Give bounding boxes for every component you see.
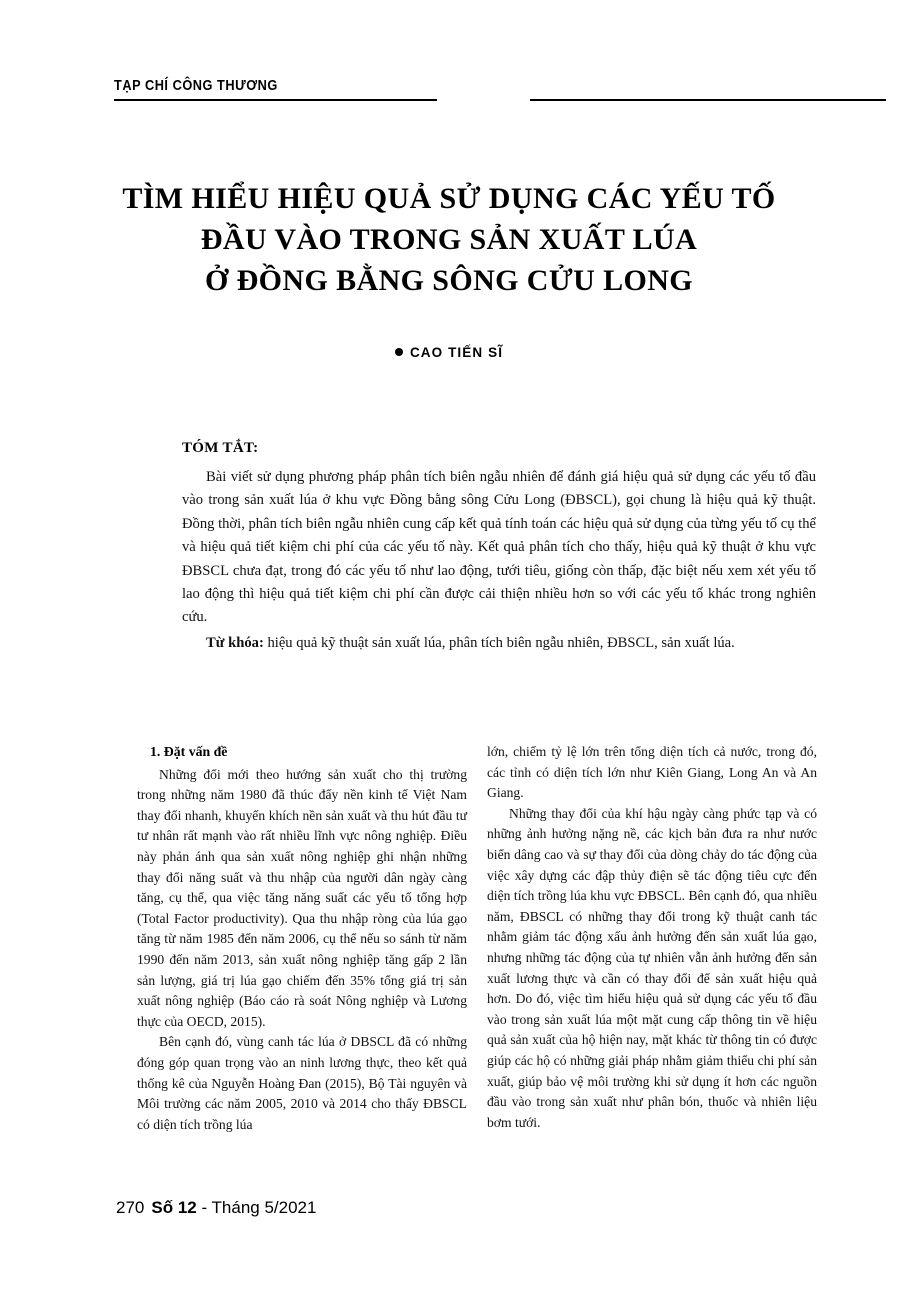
article-title-line-2: ĐẦU VÀO TRONG SẢN XUẤT LÚA xyxy=(200,223,698,256)
abstract-body: Bài viết sử dụng phương pháp phân tích biên ngẫu nhiên để đánh giá hiệu quả sử dụng các yếu tố đầu vào trong sản xuất lúa ở khu vực Đồng bằng sông Cửu Long (ĐBSCL), gọi chung là hiệu quả kỹ thuật. Đồng thời, phân tích biên ngẫu nhiên cung cấp kết quả tính toán các hiệu quả sử dụng của từng yếu tố cụ thể và hiệu quả tiết kiệm chi phí của các yếu tố này. Kết quả phân tích cho thấy, hiệu quả kỹ thuật ở khu vực ĐBSCL chưa đạt, trong đó các yếu tố như lao động, tưới tiêu, giống còn thấp, đặc biệt nếu xem xét yếu tố lao động thì hiệu quả tiết kiệm chi phí cần được cải thiện nhiều hơn so với các yếu tố khác trong nghiên cứu. xyxy=(182,469,816,626)
section-heading-1: 1. Đặt vấn đề xyxy=(150,744,228,759)
abstract-section xyxy=(182,440,816,655)
article-title-line-3: Ở ĐỒNG BẰNG SÔNG CỬU LONG xyxy=(204,264,694,297)
article-title-line-1: TÌM HIỂU HIỆU QUẢ SỬ DỤNG CÁC YẾU TỐ xyxy=(122,182,776,215)
article-title xyxy=(74,178,824,301)
paragraph: Bên cạnh đó, vùng canh tác lúa ở DBSCL đã có những đóng góp quan trọng vào an ninh lương thực, theo kết quả thống kê của Nguyễn Hoàng Đan (2015), Bộ Tài nguyên và Môi trường các năm 2005, 2010 và 2014 cho thấy ĐBSCL có diện tích trồng lúa xyxy=(137,1034,467,1132)
body-column-right xyxy=(487,742,817,1133)
masthead-rule-right xyxy=(530,99,886,101)
keywords-label: Từ khóa: xyxy=(206,634,264,651)
footer-page-number: 270 xyxy=(116,1198,145,1217)
masthead-title: TẠP CHÍ CÔNG THƯƠNG xyxy=(114,78,278,94)
abstract-keywords xyxy=(182,632,816,655)
paragraph: Những đổi mới theo hướng sản xuất cho thị trường trong những năm 1980 đã thúc đẩy nền kinh tế Việt Nam thay đổi nhanh, khuyến khích nền sản xuất và thu hút đầu tư tư nhân rất mạnh vào rất nhiều lĩnh vực nông nghiệp. Điều này phản ánh qua sản xuất nông nghiệp ghi nhận những thay đổi năng suất và thu nhập của người dân ngày càng tăng, cụ thể, qua việc tăng năng suất các yếu tố tổng hợp (Total Factor productivity). Qua thu nhập ròng của lúa gạo tăng từ năm 1985 đến năm 2006, cụ thể nếu so sánh từ năm 1990 đến năm 2013, sản xuất nông nghiệp tăng gấp 2 lần sản lượng, giá trị lúa gạo chiếm đến 35% tổng giá trị sản xuất nông nghiệp (Báo cáo rà soát Nông nghiệp và Lương thực của OECD, 2015). xyxy=(137,766,467,1029)
keywords-text: hiệu quả kỹ thuật sản xuất lúa, phân tích biên ngẫu nhiên, ĐBSCL, sản xuất lúa. xyxy=(263,634,735,651)
footer-issue-date: - Tháng 5/2021 xyxy=(196,1198,317,1217)
masthead-rule-left xyxy=(114,99,437,101)
body-column-left xyxy=(137,742,467,1135)
author-name: CAO TIẾN SĨ xyxy=(409,345,504,360)
masthead xyxy=(114,78,786,108)
paragraph: Những thay đổi của khí hậu ngày càng phức tạp và có những ảnh hưởng nặng nề, các kịch bản đưa ra như nước biển dâng cao và sự thay đổi của dòng chảy do tác động của việc xây dựng các đập thủy điện sẽ tác động tiêu cực đến diện tích trồng lúa khu vực ĐBSCL. Bên cạnh đó, qua nhiều năm, ĐBSCL có những thay đổi trong kỹ thuật canh tác nhằm giảm tác động xấu ảnh hưởng đến sản xuất lúa gạo, nhưng những tác động của tự nhiên vẫn ảnh hưởng đến sản xuất lương thực và cần có thay đổi để sản xuất hiệu quả hơn. Do đó, việc tìm hiểu hiệu quả sử dụng các yếu tố đầu vào trong sản xuất lúa một mặt cung cấp thông tin về hiệu quả sản xuất của hộ hiện nay, mặt khác từ thông tin có được giúp các hộ có những giải pháp nhằm giảm thiểu chi phí sản xuất, giúp bảo vệ môi trường khi sử dụng ít hơn các nguồn đầu vào trong sản xuất như phân bón, thuốc và nhiên liệu bơm tưới. xyxy=(487,805,817,1130)
paragraph: lớn, chiếm tỷ lệ lớn trên tổng diện tích cả nước, trong đó, các tỉnh có diện tích lớn như Kiên Giang, Long An và An Giang. xyxy=(487,744,817,801)
footer-issue: Số 12 xyxy=(151,1198,197,1217)
author-byline xyxy=(74,345,824,360)
page-footer xyxy=(116,1198,316,1218)
abstract-heading: TÓM TẮT: xyxy=(182,440,259,456)
bullet-icon xyxy=(395,348,403,356)
